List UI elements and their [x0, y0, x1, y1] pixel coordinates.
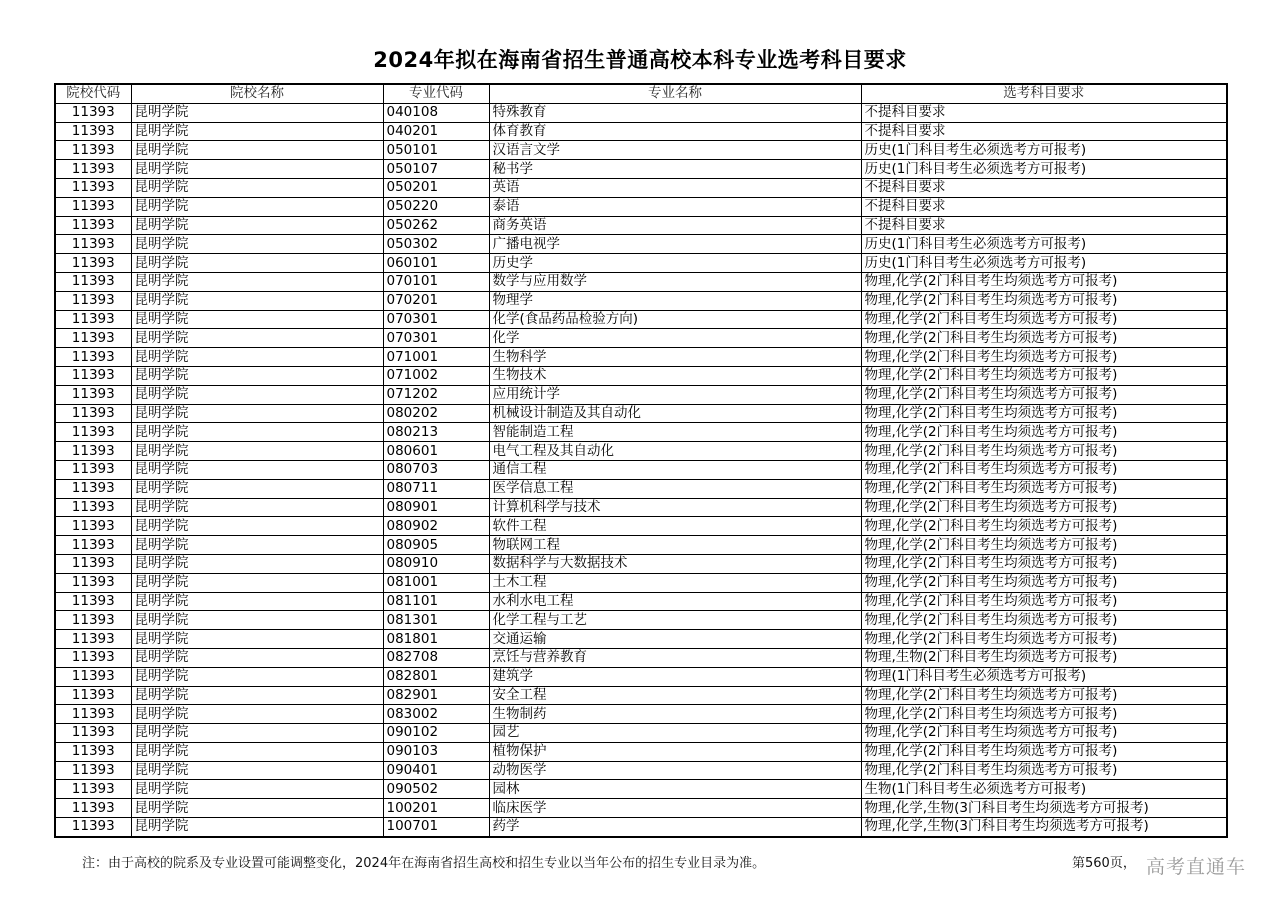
school-code-cell: 11393: [55, 742, 131, 761]
school-name-cell: 昆明学院: [131, 573, 383, 592]
subject-requirement-cell: 物理,化学(2门科目考生均须选考方可报考): [861, 404, 1227, 423]
school-code-cell: 11393: [55, 178, 131, 197]
table-row: [55, 160, 1227, 179]
major-code-cell: 100701: [383, 818, 489, 837]
major-code-cell: 080901: [383, 498, 489, 517]
major-code-cell: 081301: [383, 611, 489, 630]
major-code-cell: 040108: [383, 103, 489, 122]
school-name-cell: 昆明学院: [131, 630, 383, 649]
table-row: [55, 254, 1227, 273]
school-code-cell: 11393: [55, 554, 131, 573]
school-name-cell: 昆明学院: [131, 686, 383, 705]
school-name-cell: 昆明学院: [131, 404, 383, 423]
table-row: [55, 667, 1227, 686]
school-code-cell: 11393: [55, 611, 131, 630]
school-name-cell: 昆明学院: [131, 385, 383, 404]
school-code-cell: 11393: [55, 705, 131, 724]
school-code-cell: 11393: [55, 122, 131, 141]
table-row: [55, 799, 1227, 818]
school-name-cell: 昆明学院: [131, 254, 383, 273]
subject-requirement-cell: 物理,化学(2门科目考生均须选考方可报考): [861, 385, 1227, 404]
major-name-cell: 计算机科学与技术: [489, 498, 861, 517]
table-row: [55, 517, 1227, 536]
school-name-cell: 昆明学院: [131, 291, 383, 310]
major-name-cell: 安全工程: [489, 686, 861, 705]
school-code-cell: 11393: [55, 329, 131, 348]
school-name-cell: 昆明学院: [131, 141, 383, 160]
major-name-cell: 化学: [489, 329, 861, 348]
major-name-cell: 智能制造工程: [489, 423, 861, 442]
school-name-cell: 昆明学院: [131, 705, 383, 724]
school-name-cell: 昆明学院: [131, 724, 383, 743]
major-name-cell: 药学: [489, 818, 861, 837]
major-code-cell: 082901: [383, 686, 489, 705]
major-code-cell: 090102: [383, 724, 489, 743]
subject-requirement-cell: 物理,化学(2门科目考生均须选考方可报考): [861, 423, 1227, 442]
major-code-cell: 081101: [383, 592, 489, 611]
subject-requirement-cell: 物理,化学(2门科目考生均须选考方可报考): [861, 742, 1227, 761]
school-name-cell: 昆明学院: [131, 310, 383, 329]
school-code-cell: 11393: [55, 799, 131, 818]
major-name-cell: 体育教育: [489, 122, 861, 141]
school-name-cell: 昆明学院: [131, 818, 383, 837]
major-name-cell: 园艺: [489, 724, 861, 743]
major-code-cell: 082708: [383, 648, 489, 667]
school-name-cell: 昆明学院: [131, 517, 383, 536]
major-name-cell: 土木工程: [489, 573, 861, 592]
table-row: [55, 630, 1227, 649]
school-name-cell: 昆明学院: [131, 761, 383, 780]
major-code-cell: 081801: [383, 630, 489, 649]
major-name-cell: 动物医学: [489, 761, 861, 780]
major-name-cell: 植物保护: [489, 742, 861, 761]
major-name-cell: 电气工程及其自动化: [489, 442, 861, 461]
major-name-cell: 生物技术: [489, 366, 861, 385]
table-row: [55, 573, 1227, 592]
school-name-cell: 昆明学院: [131, 329, 383, 348]
school-name-cell: 昆明学院: [131, 366, 383, 385]
subject-requirement-cell: 物理,化学(2门科目考生均须选考方可报考): [861, 517, 1227, 536]
school-name-cell: 昆明学院: [131, 348, 383, 367]
school-code-cell: 11393: [55, 216, 131, 235]
table-header-row: [55, 84, 1227, 103]
watermark: 高考直通车: [1146, 856, 1247, 878]
major-code-cell: 050101: [383, 141, 489, 160]
school-name-cell: 昆明学院: [131, 780, 383, 799]
major-name-cell: 特殊教育: [489, 103, 861, 122]
table-row: [55, 291, 1227, 310]
subject-requirement-cell: 物理,化学(2门科目考生均须选考方可报考): [861, 630, 1227, 649]
table-row: [55, 648, 1227, 667]
subject-requirement-cell: 物理,化学(2门科目考生均须选考方可报考): [861, 291, 1227, 310]
major-name-cell: 历史学: [489, 254, 861, 273]
school-code-cell: 11393: [55, 517, 131, 536]
subject-requirement-cell: 物理,化学(2门科目考生均须选考方可报考): [861, 554, 1227, 573]
school-name-cell: 昆明学院: [131, 235, 383, 254]
major-code-cell: 082801: [383, 667, 489, 686]
subject-requirement-cell: 不提科目要求: [861, 103, 1227, 122]
table-row: [55, 103, 1227, 122]
school-code-cell: 11393: [55, 536, 131, 555]
major-name-cell: 数据科学与大数据技术: [489, 554, 861, 573]
school-code-cell: 11393: [55, 310, 131, 329]
major-name-cell: 生物制药: [489, 705, 861, 724]
subject-requirement-cell: 物理,化学(2门科目考生均须选考方可报考): [861, 573, 1227, 592]
school-name-cell: 昆明学院: [131, 197, 383, 216]
major-name-cell: 广播电视学: [489, 235, 861, 254]
table-row: [55, 235, 1227, 254]
subject-requirement-cell: 物理,化学(2门科目考生均须选考方可报考): [861, 366, 1227, 385]
major-code-cell: 070201: [383, 291, 489, 310]
school-name-cell: 昆明学院: [131, 122, 383, 141]
table-row: [55, 742, 1227, 761]
subject-requirement-cell: 物理,化学(2门科目考生均须选考方可报考): [861, 442, 1227, 461]
subject-requirement-cell: 物理,化学(2门科目考生均须选考方可报考): [861, 348, 1227, 367]
subject-requirement-cell: 物理,化学(2门科目考生均须选考方可报考): [861, 705, 1227, 724]
page-title: 2024年拟在海南省招生普通高校本科专业选考科目要求: [373, 48, 907, 72]
major-code-cell: 080703: [383, 460, 489, 479]
school-code-cell: 11393: [55, 254, 131, 273]
major-code-cell: 080601: [383, 442, 489, 461]
school-name-cell: 昆明学院: [131, 272, 383, 291]
major-name-cell: 软件工程: [489, 517, 861, 536]
table-row: [55, 385, 1227, 404]
major-name-cell: 通信工程: [489, 460, 861, 479]
major-code-cell: 060101: [383, 254, 489, 273]
school-code-cell: 11393: [55, 460, 131, 479]
subject-requirement-cell: 物理,化学(2门科目考生均须选考方可报考): [861, 686, 1227, 705]
major-code-cell: 080902: [383, 517, 489, 536]
school-name-cell: 昆明学院: [131, 648, 383, 667]
table-row: [55, 479, 1227, 498]
major-name-cell: 建筑学: [489, 667, 861, 686]
subject-requirement-cell: 物理(1门科目考生必须选考方可报考): [861, 667, 1227, 686]
major-code-cell: 080910: [383, 554, 489, 573]
major-name-cell: 物理学: [489, 291, 861, 310]
major-code-cell: 050201: [383, 178, 489, 197]
major-code-cell: 080905: [383, 536, 489, 555]
table-row: [55, 592, 1227, 611]
table-row: [55, 122, 1227, 141]
subject-requirement-cell: 历史(1门科目考生必须选考方可报考): [861, 235, 1227, 254]
table-row: [55, 818, 1227, 837]
school-code-cell: 11393: [55, 573, 131, 592]
school-name-cell: 昆明学院: [131, 592, 383, 611]
major-code-cell: 071202: [383, 385, 489, 404]
major-code-cell: 090103: [383, 742, 489, 761]
major-code-cell: 070301: [383, 310, 489, 329]
school-code-cell: 11393: [55, 630, 131, 649]
major-name-cell: 应用统计学: [489, 385, 861, 404]
school-code-cell: 11393: [55, 442, 131, 461]
school-name-cell: 昆明学院: [131, 536, 383, 555]
major-name-cell: 秘书学: [489, 160, 861, 179]
major-code-cell: 090502: [383, 780, 489, 799]
table-row: [55, 216, 1227, 235]
school-code-cell: 11393: [55, 404, 131, 423]
table-row: [55, 141, 1227, 160]
table-row: [55, 329, 1227, 348]
header-school-name: 院校名称: [131, 84, 383, 103]
major-code-cell: 040201: [383, 122, 489, 141]
table-row: [55, 423, 1227, 442]
school-code-cell: 11393: [55, 761, 131, 780]
school-code-cell: 11393: [55, 348, 131, 367]
school-code-cell: 11393: [55, 648, 131, 667]
subject-requirement-cell: 物理,化学(2门科目考生均须选考方可报考): [861, 592, 1227, 611]
major-code-cell: 050220: [383, 197, 489, 216]
school-name-cell: 昆明学院: [131, 667, 383, 686]
school-code-cell: 11393: [55, 724, 131, 743]
major-name-cell: 物联网工程: [489, 536, 861, 555]
school-code-cell: 11393: [55, 667, 131, 686]
school-code-cell: 11393: [55, 160, 131, 179]
major-code-cell: 070101: [383, 272, 489, 291]
school-code-cell: 11393: [55, 291, 131, 310]
major-name-cell: 泰语: [489, 197, 861, 216]
school-name-cell: 昆明学院: [131, 554, 383, 573]
subject-requirement-cell: 物理,化学(2门科目考生均须选考方可报考): [861, 272, 1227, 291]
table-row: [55, 686, 1227, 705]
school-name-cell: 昆明学院: [131, 742, 383, 761]
header-school-code: 院校代码: [55, 84, 131, 103]
school-name-cell: 昆明学院: [131, 611, 383, 630]
table-row: [55, 705, 1227, 724]
table-row: [55, 197, 1227, 216]
subject-requirement-cell: 物理,化学(2门科目考生均须选考方可报考): [861, 536, 1227, 555]
subject-requirement-cell: 物理,化学(2门科目考生均须选考方可报考): [861, 761, 1227, 780]
subject-requirement-cell: 历史(1门科目考生必须选考方可报考): [861, 254, 1227, 273]
table-row: [55, 498, 1227, 517]
school-name-cell: 昆明学院: [131, 799, 383, 818]
table-row: [55, 554, 1227, 573]
table-row: [55, 178, 1227, 197]
major-code-cell: 083002: [383, 705, 489, 724]
major-code-cell: 100201: [383, 799, 489, 818]
header-major-code: 专业代码: [383, 84, 489, 103]
table-row: [55, 404, 1227, 423]
school-name-cell: 昆明学院: [131, 160, 383, 179]
major-name-cell: 医学信息工程: [489, 479, 861, 498]
school-code-cell: 11393: [55, 592, 131, 611]
header-subject-requirement: 选考科目要求: [861, 84, 1227, 103]
subject-requirement-cell: 物理,化学,生物(3门科目考生均须选考方可报考): [861, 818, 1227, 837]
major-name-cell: 英语: [489, 178, 861, 197]
header-major-name: 专业名称: [489, 84, 861, 103]
subject-requirement-cell: 物理,生物(2门科目考生均须选考方可报考): [861, 648, 1227, 667]
school-code-cell: 11393: [55, 385, 131, 404]
table-row: [55, 310, 1227, 329]
table-row: [55, 611, 1227, 630]
school-code-cell: 11393: [55, 103, 131, 122]
school-name-cell: 昆明学院: [131, 103, 383, 122]
school-code-cell: 11393: [55, 235, 131, 254]
subject-requirement-cell: 物理,化学(2门科目考生均须选考方可报考): [861, 329, 1227, 348]
school-name-cell: 昆明学院: [131, 423, 383, 442]
subject-requirement-cell: 不提科目要求: [861, 216, 1227, 235]
table-row: [55, 272, 1227, 291]
school-code-cell: 11393: [55, 197, 131, 216]
school-name-cell: 昆明学院: [131, 216, 383, 235]
major-code-cell: 090401: [383, 761, 489, 780]
major-name-cell: 生物科学: [489, 348, 861, 367]
subject-requirement-cell: 物理,化学(2门科目考生均须选考方可报考): [861, 611, 1227, 630]
major-code-cell: 070301: [383, 329, 489, 348]
major-code-cell: 071002: [383, 366, 489, 385]
table-row: [55, 442, 1227, 461]
subject-requirement-cell: 物理,化学(2门科目考生均须选考方可报考): [861, 498, 1227, 517]
school-code-cell: 11393: [55, 479, 131, 498]
school-code-cell: 11393: [55, 423, 131, 442]
footnote: 注：由于高校的院系及专业设置可能调整变化，2024年在海南省招生高校和招生专业以当年公布的招生专业目录为准。: [82, 856, 766, 871]
school-code-cell: 11393: [55, 686, 131, 705]
school-name-cell: 昆明学院: [131, 178, 383, 197]
subject-requirement-cell: 物理,化学(2门科目考生均须选考方可报考): [861, 479, 1227, 498]
subject-requirement-cell: 不提科目要求: [861, 122, 1227, 141]
subject-requirement-cell: 物理,化学(2门科目考生均须选考方可报考): [861, 460, 1227, 479]
school-code-cell: 11393: [55, 498, 131, 517]
major-code-cell: 071001: [383, 348, 489, 367]
table-row: [55, 780, 1227, 799]
table-row: [55, 724, 1227, 743]
major-name-cell: 交通运输: [489, 630, 861, 649]
school-code-cell: 11393: [55, 366, 131, 385]
major-name-cell: 临床医学: [489, 799, 861, 818]
school-code-cell: 11393: [55, 818, 131, 837]
school-code-cell: 11393: [55, 272, 131, 291]
subject-requirement-cell: 物理,化学(2门科目考生均须选考方可报考): [861, 724, 1227, 743]
major-code-cell: 080213: [383, 423, 489, 442]
school-name-cell: 昆明学院: [131, 460, 383, 479]
subject-requirements-table: [54, 83, 1228, 838]
major-code-cell: 080711: [383, 479, 489, 498]
major-code-cell: 080202: [383, 404, 489, 423]
subject-requirement-cell: 物理,化学(2门科目考生均须选考方可报考): [861, 310, 1227, 329]
table-row: [55, 366, 1227, 385]
page-number: 第560页，: [1072, 856, 1136, 871]
major-name-cell: 商务英语: [489, 216, 861, 235]
subject-requirement-cell: 不提科目要求: [861, 178, 1227, 197]
table-body: [55, 103, 1227, 837]
major-name-cell: 汉语言文学: [489, 141, 861, 160]
school-name-cell: 昆明学院: [131, 479, 383, 498]
subject-requirement-cell: 物理,化学,生物(3门科目考生均须选考方可报考): [861, 799, 1227, 818]
major-code-cell: 050107: [383, 160, 489, 179]
major-name-cell: 园林: [489, 780, 861, 799]
major-code-cell: 050302: [383, 235, 489, 254]
major-code-cell: 081001: [383, 573, 489, 592]
major-name-cell: 化学(食品药品检验方向): [489, 310, 861, 329]
subject-requirement-cell: 生物(1门科目考生必须选考方可报考): [861, 780, 1227, 799]
major-code-cell: 050262: [383, 216, 489, 235]
major-name-cell: 机械设计制造及其自动化: [489, 404, 861, 423]
school-code-cell: 11393: [55, 780, 131, 799]
table-row: [55, 348, 1227, 367]
major-name-cell: 数学与应用数学: [489, 272, 861, 291]
subject-requirement-cell: 不提科目要求: [861, 197, 1227, 216]
subject-requirement-cell: 历史(1门科目考生必须选考方可报考): [861, 141, 1227, 160]
school-name-cell: 昆明学院: [131, 442, 383, 461]
school-name-cell: 昆明学院: [131, 498, 383, 517]
subject-requirement-cell: 历史(1门科目考生必须选考方可报考): [861, 160, 1227, 179]
table-row: [55, 761, 1227, 780]
table-row: [55, 460, 1227, 479]
major-name-cell: 化学工程与工艺: [489, 611, 861, 630]
table-row: [55, 536, 1227, 555]
major-name-cell: 水利水电工程: [489, 592, 861, 611]
school-code-cell: 11393: [55, 141, 131, 160]
major-name-cell: 烹饪与营养教育: [489, 648, 861, 667]
